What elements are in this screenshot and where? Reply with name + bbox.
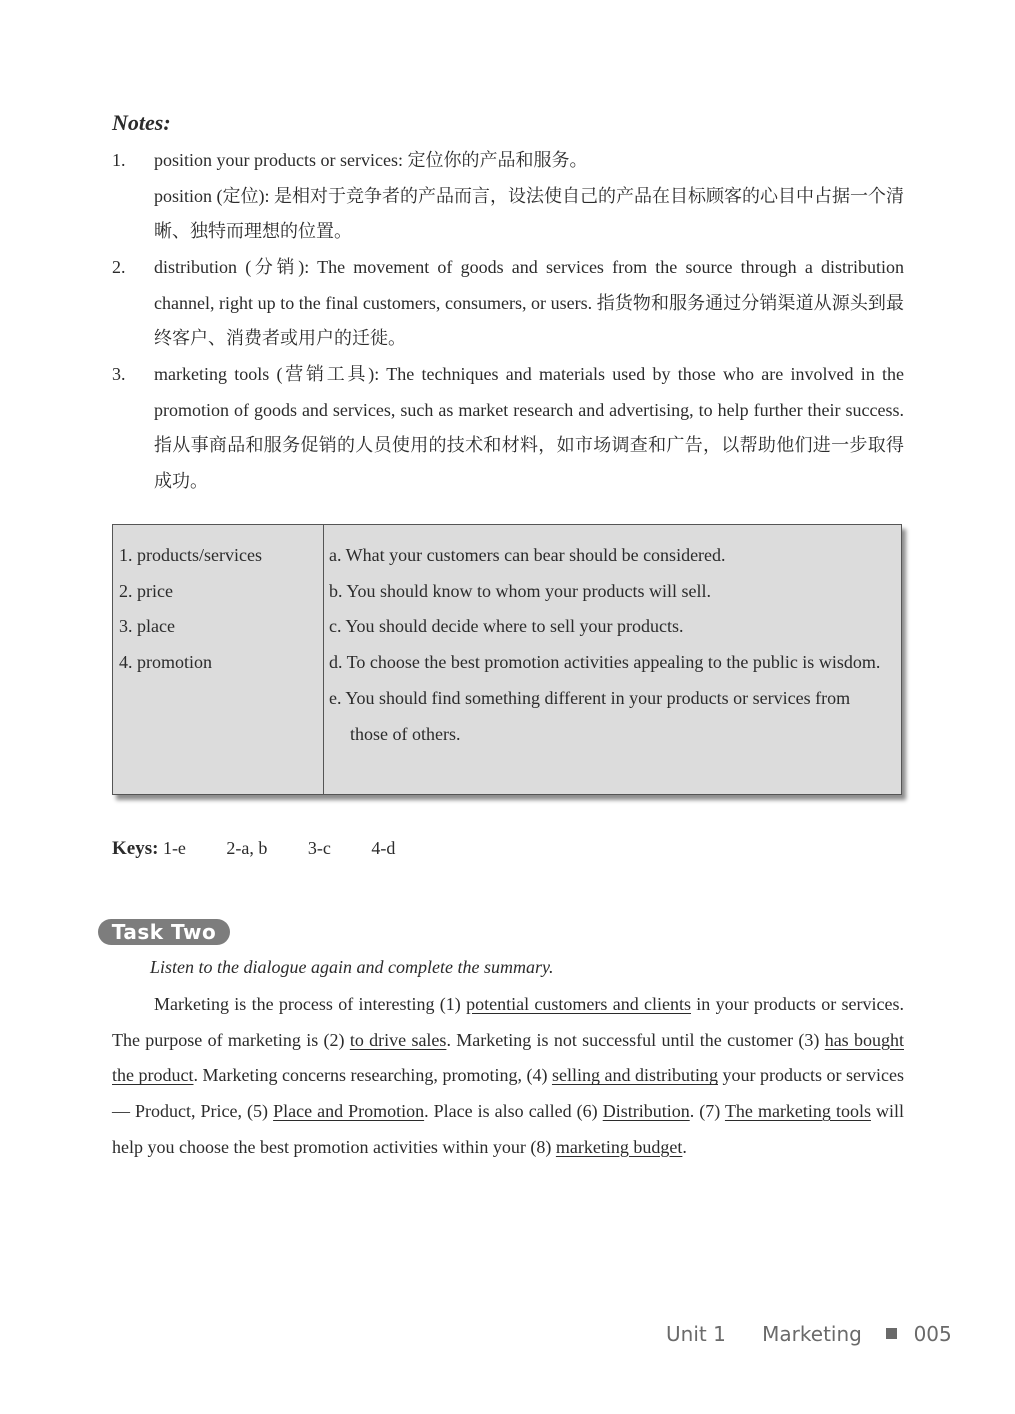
summary-text: in your products or services. The purpose of marketing is (2) [112, 994, 905, 1050]
description-item: e. You should find something different in your products or services from those of others. [329, 687, 851, 744]
matching-descriptions [329, 538, 889, 752]
summary-paragraph [112, 987, 904, 1166]
description-item: c. You should decide where to sell your products. [329, 616, 684, 637]
description-item: b. You should know to whom your products will sell. [329, 580, 712, 601]
term-item: 3. place [119, 616, 175, 637]
term-item: 2. price [119, 580, 173, 601]
answer-blank-5: Place and Promotion [273, 1101, 425, 1122]
answer-blank-6: Distribution [602, 1101, 690, 1122]
term-item: 4. promotion [119, 652, 212, 673]
matching-table [112, 524, 902, 795]
matching-terms [119, 538, 262, 681]
answer-blank-3: has bought the product [112, 1029, 904, 1086]
description-item: a. What your customers can bear should be considered. [329, 545, 726, 565]
answer-blank-2: to drive sales [349, 1029, 447, 1050]
note-number: 3. [112, 364, 126, 384]
summary-text: . Place is also called (6) [424, 1101, 603, 1122]
note-text: position your products or services: 定位你的产品和服务。 [154, 150, 588, 170]
summary-text: Marketing is the process of interesting (1) [154, 994, 467, 1014]
task-two-badge: Task Two [98, 919, 230, 945]
note-number: 2. [112, 257, 126, 277]
keys-label: Keys: [112, 838, 159, 859]
note-text: position (定位): 是相对于竞争者的产品而言，设法使自己的产品在目标顾客的心目中占据一个清晰、独特而理想的位置。 [154, 185, 904, 242]
note-item-1 [112, 143, 904, 250]
square-icon [886, 1328, 897, 1339]
note-text: distribution (分销): The movement of goods and services from the source through a distribution channel, right up to the final customers, consumers, or users. 指货物和服务通过分销渠道从源头到最终客户、消费者或用户的迁徙。 [154, 257, 904, 349]
note-text: marketing tools (营销工具): The techniques and materials used by those who are involved in the promotion of goods and services, such as market research and advertising, to help further their success. 指从事商品和服务促销的人员使用的技术和材料，如市场调查和广告，以帮助他们进一步取得成功。 [154, 364, 904, 492]
answer-keys [112, 838, 431, 860]
key-value: 3-c [307, 838, 331, 858]
note-number: 1. [112, 150, 126, 170]
key-value: 4-d [371, 838, 396, 858]
task-instruction: Listen to the dialogue again and complete the summary. [150, 957, 554, 977]
table-divider [323, 525, 324, 794]
note-item-2 [112, 250, 904, 357]
term-item: 1. products/services [119, 545, 262, 565]
description-item: d. To choose the best promotion activities appealing to the public is wisdom. [329, 652, 881, 673]
page-footer [666, 1322, 952, 1346]
summary-text: . (7) [689, 1101, 725, 1122]
footer-unit: Unit 1 [666, 1322, 726, 1346]
answer-blank-4: selling and distributing [551, 1065, 718, 1086]
summary-text: . Marketing concerns researching, promoting, (4) [193, 1065, 552, 1086]
footer-title: Marketing [762, 1322, 862, 1346]
key-value: 1-e [162, 838, 186, 858]
summary-text: will help you choose the best promotion activities within your (8) [112, 1101, 904, 1157]
summary-text: . Marketing is not successful until the customer (3) [446, 1029, 825, 1050]
note-item-3 [112, 357, 904, 500]
notes-heading: Notes: [112, 110, 171, 135]
summary-text: your products or services — Product, Price, (5) [112, 1065, 905, 1122]
answer-blank-8: marketing budget [555, 1136, 683, 1157]
key-value: 2-a, b [226, 838, 268, 858]
page-number: 005 [913, 1322, 952, 1346]
summary-text: . [682, 1136, 687, 1157]
answer-blank-1: potential customers and clients [466, 994, 691, 1014]
answer-blank-7: The marketing tools [724, 1101, 871, 1122]
